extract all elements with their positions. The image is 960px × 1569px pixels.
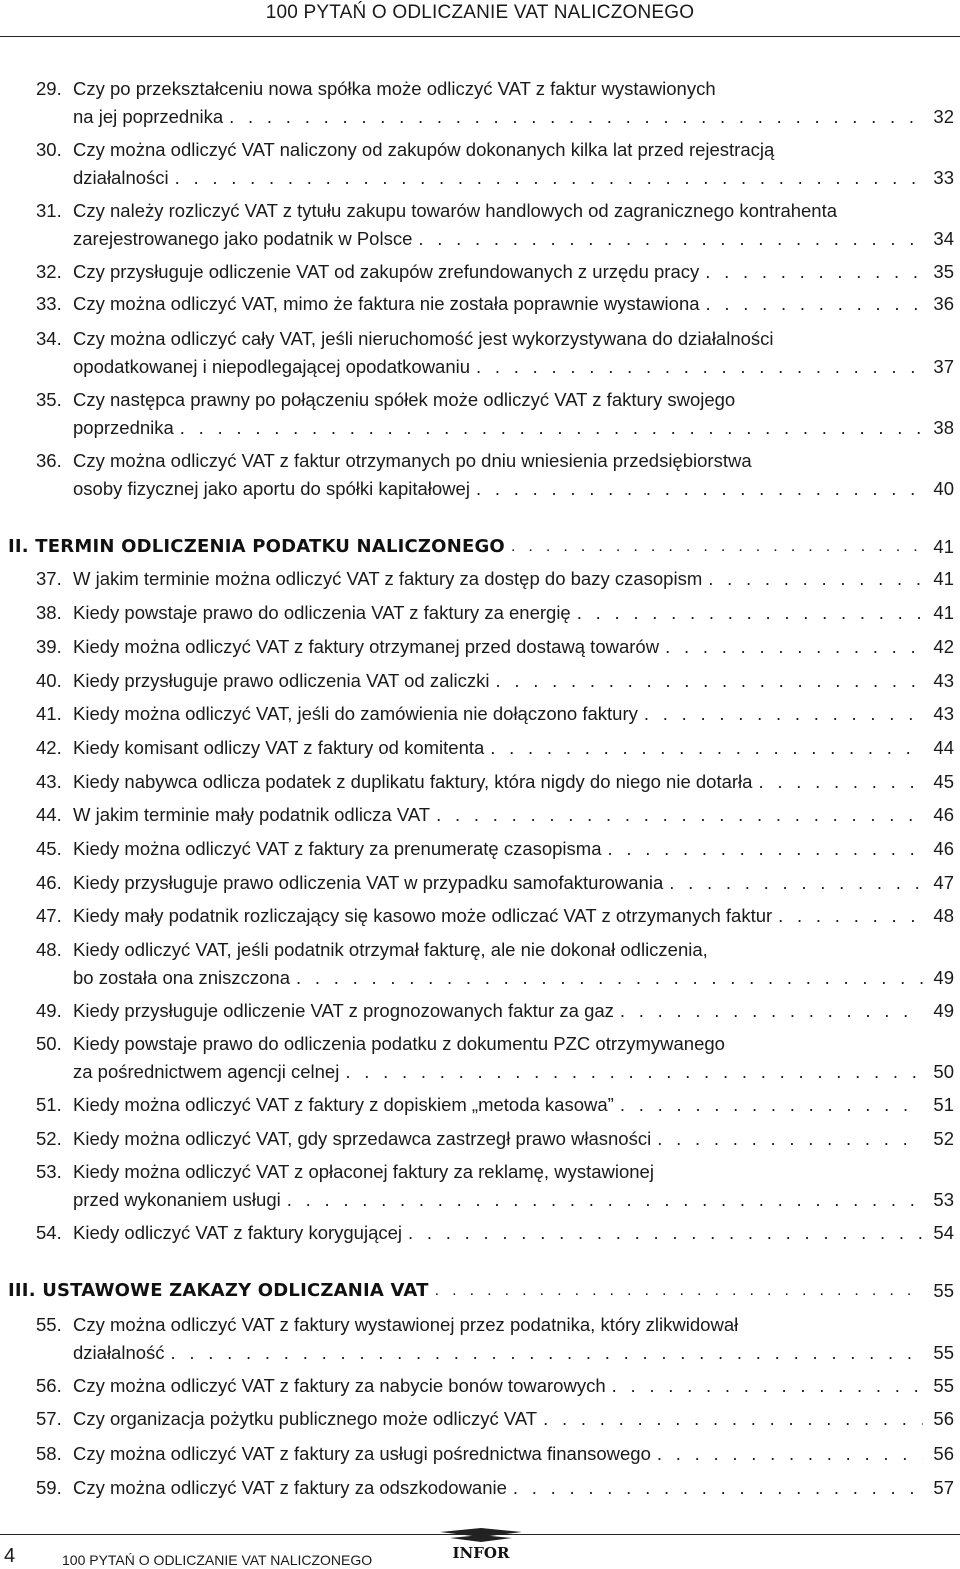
toc-entry-line [36,475,954,503]
dot-leader [287,1186,924,1214]
dot-leader [608,835,924,863]
toc-entry-line [36,964,954,992]
header-rule [0,36,960,37]
toc-entry-line [36,290,954,318]
toc-entry-page-number: 42 [933,636,954,657]
toc-entry[interactable] [36,869,954,897]
toc-entry-page-number: 32 [933,106,954,127]
toc-entry[interactable] [36,1405,954,1433]
toc-entry-line [36,136,954,164]
dot-leader [345,1058,923,1086]
toc-entry-line [36,258,954,286]
section-page-number: 41 [933,536,954,557]
toc-entry-line [36,1158,954,1186]
toc-entry-line [36,667,954,695]
toc-entry-text: Czy można odliczyć VAT z faktur otrzymanych po dniu wniesienia przedsiębiorstwa [73,450,752,471]
toc-entry-text: Kiedy przysługuje odliczenie VAT z prognozowanych faktur za gaz [73,1000,614,1021]
dot-leader [758,768,923,796]
toc-entry-line [36,1219,954,1247]
toc-entry[interactable] [36,936,954,992]
toc-entry-text: osoby fizycznej jako aportu do spółki kapitałowej [73,478,470,499]
toc-entry-number: 35. [36,389,62,410]
dot-leader [418,225,923,253]
toc-entry-number: 47. [36,905,62,926]
dot-leader [513,1474,924,1502]
toc-entry-text: Kiedy przysługuje prawo odliczenia VAT od zaliczki [73,670,490,691]
toc-entry-page-number: 49 [933,967,954,988]
toc-entry-page-number: 41 [933,602,954,623]
dot-leader [495,667,923,695]
toc-entry[interactable] [36,835,954,863]
toc-entry-number: 51. [36,1094,62,1115]
dot-leader [476,475,923,503]
toc-entry-number: 55. [36,1314,62,1335]
toc-entry-line [36,902,954,930]
toc-entry-text: W jakim terminie można odliczyć VAT z faktury za dostęp do bazy czasopism [73,568,703,589]
toc-entry-line [36,801,954,829]
toc-entry-number: 32. [36,261,62,282]
toc-entry-line [36,997,954,1025]
toc-entry-text: Kiedy odliczyć VAT z faktury korygującej [73,1222,403,1243]
dot-leader [657,1125,923,1153]
logo-text: INFOR [452,1544,510,1562]
toc-entry-number: 38. [36,602,62,623]
dot-leader [612,1372,924,1400]
toc-entry-page-number: 43 [933,670,954,691]
toc-section-heading[interactable] [8,533,954,561]
toc-entry-line [36,734,954,762]
dot-leader [620,997,924,1025]
toc-entry-text: opodatkowanej i niepodlegającej opodatkowaniu [73,356,471,377]
toc-entry-text: Czy można odliczyć cały VAT, jeśli nieruchomość jest wykorzystywana do działalności [73,328,774,349]
toc-entry-number: 58. [36,1443,62,1464]
toc-entry-page-number: 46 [933,804,954,825]
toc-entry-line [36,197,954,225]
dot-leader [435,1277,924,1305]
toc-entry-text: Czy po przekształceniu nowa spółka może odliczyć VAT z faktur wystawionych [73,78,716,99]
toc-entry-line [36,1058,954,1086]
dot-leader [669,869,923,897]
toc-entry-number: 37. [36,568,62,589]
infor-logo-icon [436,1524,526,1564]
toc-entry-line [36,599,954,627]
toc-entry-page-number: 35 [933,261,954,282]
toc-entry-text: Kiedy odliczyć VAT, jeśli podatnik otrzymał fakturę, ale nie dokonał odliczenia, [73,939,708,960]
toc-entry[interactable] [36,197,954,253]
toc-entry-text: Kiedy można odliczyć VAT z faktury za prenumeratę czasopisma [73,838,602,859]
toc-entry-line [36,700,954,728]
toc-entry-page-number: 54 [933,1222,954,1243]
toc-entry-number: 30. [36,139,62,160]
dot-leader [644,700,924,728]
dot-leader [296,964,923,992]
toc-entry-line [36,1440,954,1468]
toc-entry-number: 41. [36,703,62,724]
toc-entry[interactable] [36,700,954,728]
toc-entry-page-number: 45 [933,771,954,792]
toc-entry-page-number: 41 [933,568,954,589]
toc-entry-page-number: 56 [933,1443,954,1464]
toc-entry-text: bo została ona zniszczona [73,967,290,988]
toc-entry-number: 46. [36,872,62,893]
toc-entry-number: 34. [36,328,62,349]
toc-entry[interactable] [36,1158,954,1214]
dot-leader [171,1339,924,1367]
toc-entry-text: Kiedy można odliczyć VAT z opłaconej faktury za reklamę, wystawionej [73,1161,654,1182]
toc-entry[interactable] [36,386,954,442]
toc-entry[interactable] [36,1219,954,1247]
toc-entry-page-number: 49 [933,1000,954,1021]
toc-entry[interactable] [36,325,954,381]
toc-entry[interactable] [36,447,954,503]
dot-leader [665,633,923,661]
toc-entry[interactable] [36,1091,954,1119]
dot-leader [706,290,924,318]
toc-entry-page-number: 50 [933,1061,954,1082]
toc-entry-number: 50. [36,1033,62,1054]
toc-entry-text: Kiedy komisant odliczy VAT z faktury od komitenta [73,737,485,758]
toc-entry-line [36,1405,954,1433]
dot-leader [180,414,924,442]
toc-entry-number: 54. [36,1222,62,1243]
toc-entry-line [36,75,954,103]
toc-entry-line [36,103,954,131]
dot-leader [511,533,923,561]
toc-entry[interactable] [36,1125,954,1153]
toc-entry-number: 52. [36,1128,62,1149]
toc-entry-text: Czy następca prawny po połączeniu spółek może odliczyć VAT z faktury swojego [73,389,736,410]
toc-entry-line [36,869,954,897]
toc-entry-line [36,447,954,475]
footer-running-title: 100 PYTAŃ O ODLICZANIE VAT NALICZONEGO [62,1552,373,1568]
toc-entry-text: Kiedy przysługuje prawo odliczenia VAT w przypadku samofakturowania [73,872,664,893]
toc-entry-number: 48. [36,939,62,960]
toc-entry-text: na jej poprzednika [73,106,224,127]
toc-entry-text: Kiedy można odliczyć VAT z faktury z dopiskiem „metoda kasowa” [73,1094,614,1115]
dot-leader [408,1219,923,1247]
dot-leader [705,258,923,286]
toc-entry-text: Czy organizacja pożytku publicznego może odliczyć VAT [73,1408,538,1429]
toc-entry-text: Czy należy rozliczyć VAT z tytułu zakupu towarów handlowych od zagranicznego kontrahenta [73,200,838,221]
toc-entry-text: działalność [73,1342,165,1363]
toc-entry-text: Czy można odliczyć VAT z faktury za odszkodowanie [73,1477,507,1498]
toc-entry[interactable] [36,1311,954,1367]
dot-leader [577,599,924,627]
toc-entry-text: działalności [73,167,169,188]
toc-entry[interactable] [36,1474,954,1502]
toc-entry-text: Kiedy można odliczyć VAT z faktury otrzymanej przed dostawą towarów [73,636,660,657]
toc-entry-line [36,1186,954,1214]
toc-entry-line [36,565,954,593]
toc-entry-line [36,1339,954,1367]
dot-leader [778,902,923,930]
toc-entry-text: poprzednika [73,417,174,438]
toc-entry-line [36,936,954,964]
toc-entry-page-number: 46 [933,838,954,859]
section-page-number: 55 [933,1280,954,1301]
toc-entry-line [36,835,954,863]
toc-entry-line [36,225,954,253]
toc-entry[interactable] [36,75,954,131]
toc-entry-line [36,353,954,381]
toc-entry-number: 57. [36,1408,62,1429]
toc-entry-number: 45. [36,838,62,859]
toc-entry-text: Czy można odliczyć VAT z faktury za nabycie bonów towarowych [73,1375,606,1396]
toc-entry[interactable] [36,997,954,1025]
toc-entry-number: 44. [36,804,62,825]
toc-entry[interactable] [36,1030,954,1086]
toc-entry-number: 36. [36,450,62,471]
toc-entry[interactable] [36,801,954,829]
toc-entry-page-number: 47 [933,872,954,893]
toc-entry-page-number: 55 [933,1375,954,1396]
toc-entry[interactable] [36,667,954,695]
toc-entry-line [36,1311,954,1339]
toc-entry-text: przed wykonaniem usługi [73,1189,281,1210]
toc-entry-line [36,414,954,442]
toc-entry-number: 29. [36,78,62,99]
running-header: 100 PYTAŃ O ODLICZANIE VAT NALICZONEGO [265,2,695,23]
toc-entry[interactable] [36,599,954,627]
toc-entry-line [36,1030,954,1058]
toc-entry-text: W jakim terminie mały podatnik odlicza VAT [73,804,431,825]
publisher-logo [436,1524,526,1569]
toc-entry-text: Kiedy nabywca odlicza podatek z duplikatu faktury, która nigdy do niego nie dotarła [73,771,753,792]
toc-entry-line [36,164,954,192]
dot-leader [620,1091,924,1119]
toc-entry-text: Czy można odliczyć VAT naliczony od zakupów dokonanych kilka lat przed rejestracją [73,139,775,160]
page-number: 4 [4,1545,16,1567]
toc-entry-page-number: 44 [933,737,954,758]
toc-entry-line [36,1372,954,1400]
toc-entry-number: 42. [36,737,62,758]
toc-entry-number: 53. [36,1161,62,1182]
toc-entry-page-number: 55 [933,1342,954,1363]
toc-entry-page-number: 40 [933,478,954,499]
toc-entry-number: 40. [36,670,62,691]
toc-entry-text: Kiedy można odliczyć VAT, jeśli do zamówienia nie dołączono faktury [73,703,638,724]
toc-entry[interactable] [36,136,954,192]
toc-entry-number: 43. [36,771,62,792]
toc-entry-text: Kiedy mały podatnik rozliczający się kasowo może odliczać VAT z otrzymanych faktur [73,905,773,926]
toc-entry[interactable] [36,902,954,930]
toc-entry-text: zarejestrowanego jako podatnik w Polsce [73,228,413,249]
toc-entry[interactable] [36,633,954,661]
toc-entry-line [36,325,954,353]
toc-entry-page-number: 52 [933,1128,954,1149]
dot-leader [657,1440,924,1468]
toc-entry-number: 56. [36,1375,62,1396]
toc-entry[interactable] [36,734,954,762]
toc-entry-text: Kiedy powstaje prawo do odliczenia VAT z faktury za energię [73,602,571,623]
toc-entry-text: Kiedy powstaje prawo do odliczenia podatku z dokumentu PZC otrzymywanego [73,1033,725,1054]
toc-entry-page-number: 43 [933,703,954,724]
toc-entry[interactable] [36,290,954,318]
toc-entry[interactable] [36,258,954,286]
toc-entry[interactable] [36,565,954,593]
toc-entry-number: 33. [36,293,62,314]
toc-entry-text: Czy można odliczyć VAT z faktury wystawionej przez podatnika, który zlikwidował [73,1314,739,1335]
toc-entry-page-number: 37 [933,356,954,377]
dot-leader [476,353,923,381]
section-title: III. USTAWOWE ZAKAZY ODLICZANIA VAT [8,1280,429,1301]
toc-entry-text: Czy można odliczyć VAT z faktury za usługi pośrednictwa finansowego [73,1443,651,1464]
toc-entry-page-number: 48 [933,905,954,926]
toc-entry[interactable] [36,1440,954,1468]
toc-entry-line [36,1474,954,1502]
toc-entry-line [36,768,954,796]
toc-entry-page-number: 34 [933,228,954,249]
toc-entry-number: 49. [36,1000,62,1021]
dot-leader [543,1405,923,1433]
toc-entry-text: Czy można odliczyć VAT, mimo że faktura nie została poprawnie wystawiona [73,293,700,314]
toc-entry-page-number: 38 [933,417,954,438]
toc-entry-number: 59. [36,1477,62,1498]
toc-section-heading[interactable] [8,1277,954,1305]
toc-entry-text: Kiedy można odliczyć VAT, gdy sprzedawca zastrzegł prawo własności [73,1128,652,1149]
toc-entry-line [36,633,954,661]
dot-leader [175,164,924,192]
dot-leader [708,565,923,593]
toc-entry-page-number: 51 [933,1094,954,1115]
dot-leader [229,103,923,131]
dot-leader [436,801,923,829]
toc-entry-page-number: 56 [933,1408,954,1429]
toc-entry-page-number: 57 [933,1477,954,1498]
toc-entry[interactable] [36,1372,954,1400]
toc-entry-page-number: 33 [933,167,954,188]
section-title: II. TERMIN ODLICZENIA PODATKU NALICZONEGO [8,536,505,557]
toc-entry-number: 31. [36,200,62,221]
toc-entry-number: 39. [36,636,62,657]
toc-entry-text: za pośrednictwem agencji celnej [73,1061,340,1082]
toc-entry[interactable] [36,768,954,796]
toc-entry-page-number: 36 [933,293,954,314]
dot-leader [490,734,923,762]
toc-entry-line [36,1091,954,1119]
toc-entry-page-number: 53 [933,1189,954,1210]
toc-entry-line [36,1125,954,1153]
toc-entry-text: Czy przysługuje odliczenie VAT od zakupów zrefundowanych z urzędu pracy [73,261,700,282]
toc-entry-line [36,386,954,414]
